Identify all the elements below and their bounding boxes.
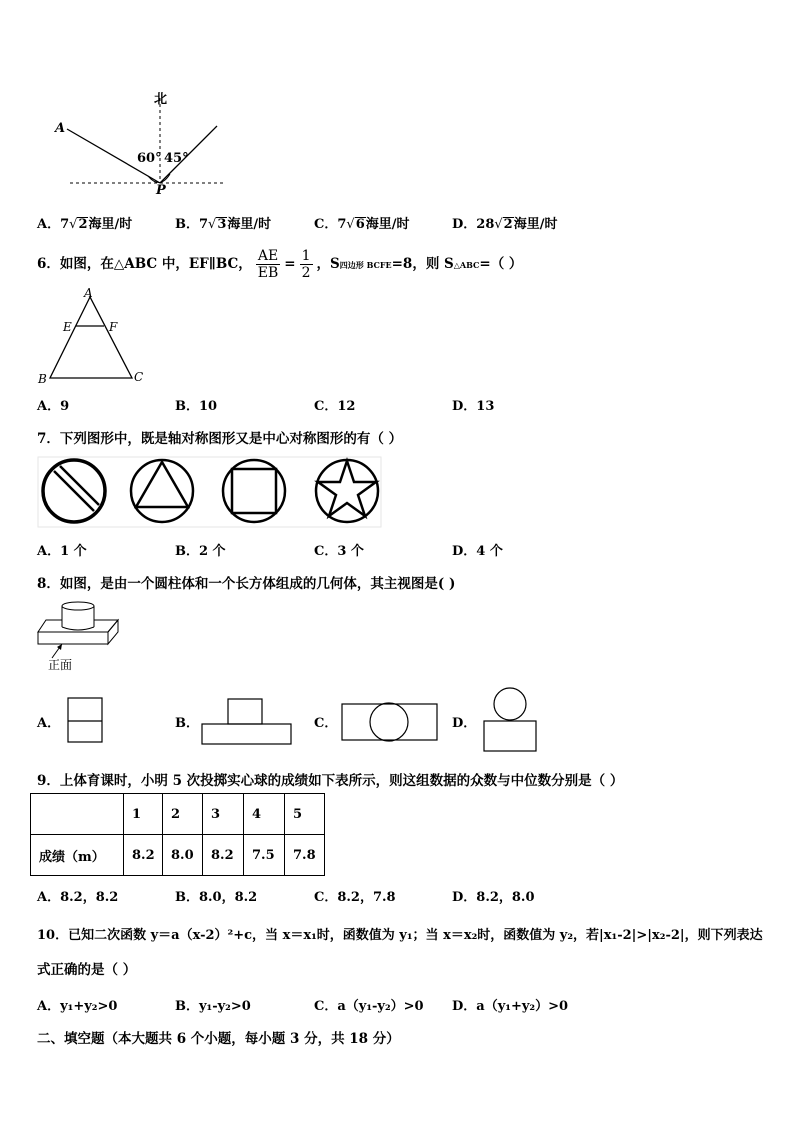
angle-45-label: 45° <box>164 151 189 166</box>
q10-option-c[interactable]: C．a（y₁-y₂）>0 <box>314 999 424 1014</box>
q8-option-c-view <box>340 700 440 745</box>
q7-stem: 7．下列图形中，既是轴对称图形又是中心对称图形的有（ ） <box>37 431 403 447</box>
half-fraction: $\frac{1}{2}$ <box>301 248 311 281</box>
q8-option-a-label[interactable]: A． <box>37 716 61 731</box>
q10-option-b[interactable]: B．y₁-y₂>0 <box>175 999 251 1014</box>
front-view-label: 正面 <box>48 658 73 672</box>
q5-option-a[interactable]: A．7√2海里/时 <box>37 217 133 232</box>
angle-60-label: 60° <box>137 151 162 166</box>
score-table <box>30 793 325 876</box>
q5-option-d[interactable]: D．28√2海里/时 <box>452 217 558 232</box>
q9-stem: 9．上体育课时，小明 5 次投掷实心球的成绩如下表所示，则这组数据的众数与中位数分别是（ ） <box>37 773 624 789</box>
q9-option-c[interactable]: C．8.2，7.8 <box>314 890 396 905</box>
table-row: 1 2 3 4 5 <box>31 794 325 835</box>
q8-option-c-label[interactable]: C． <box>314 716 338 731</box>
q5-option-b[interactable]: B．7√3海里/时 <box>175 217 272 232</box>
label-b: B <box>38 372 47 386</box>
symmetry-shapes-figure <box>37 456 382 528</box>
q7-option-a[interactable]: A．1 个 <box>37 544 87 559</box>
q9-option-b[interactable]: B．8.0，8.2 <box>175 890 258 905</box>
q10-option-d[interactable]: D．a（y₁+y₂）>0 <box>452 999 569 1014</box>
section-heading: 二、填空题（本大题共 6 个小题，每小题 3 分，共 18 分） <box>37 1031 400 1047</box>
north-label: 北 <box>154 92 168 107</box>
q8-option-d-view <box>482 686 542 754</box>
point-p-label: P <box>156 183 166 198</box>
q6-option-a[interactable]: A．9 <box>37 399 70 414</box>
q7-option-d[interactable]: D．4 个 <box>452 544 503 559</box>
q8-option-b-view <box>200 697 294 747</box>
label-e: E <box>63 320 72 334</box>
q8-option-b-label[interactable]: B． <box>175 716 199 731</box>
point-a-label: A <box>55 121 66 136</box>
q7-option-b[interactable]: B．2 个 <box>175 544 226 559</box>
table-row: 成绩（m） 8.2 8.0 8.2 7.5 7.8 <box>31 835 325 876</box>
q6-stem: 6．如图，在△ABC 中，EF∥BC， $\frac{AE}{EB}$ = $\frac{1}{2}$ ，S四边形 BCFE=8，则 S△ABC=（ ） <box>37 248 523 281</box>
label-a: A <box>84 286 93 300</box>
q5-option-c[interactable]: C．7√6海里/时 <box>314 217 410 232</box>
q8-stem: 8．如图，是由一个圆柱体和一个长方体组成的几何体，其主视图是( ) <box>37 576 456 592</box>
q6-option-b[interactable]: B．10 <box>175 399 218 414</box>
q6-option-d[interactable]: D．13 <box>452 399 495 414</box>
q6-option-c[interactable]: C．12 <box>314 399 356 414</box>
q9-option-d[interactable]: D．8.2，8.0 <box>452 890 535 905</box>
q8-option-a-view <box>66 696 106 746</box>
ratio-fraction: $\frac{AE}{EB}$ <box>257 248 279 281</box>
q10-option-a[interactable]: A．y₁+y₂>0 <box>37 999 118 1014</box>
q10-stem-line1: 10．已知二次函数 y＝a（x-2）²+c，当 x＝x₁时，函数值为 y₁；当 x＝x₂时，函数值为 y₂，若|x₁-2|>|x₂-2|，则下列表达 <box>37 928 763 943</box>
q7-option-c[interactable]: C．3 个 <box>314 544 364 559</box>
label-f: F <box>109 320 118 334</box>
q9-option-a[interactable]: A．8.2，8.2 <box>37 890 119 905</box>
q8-option-d-label[interactable]: D． <box>452 716 477 731</box>
direction-angle-figure <box>40 80 240 200</box>
cylinder-box-solid-figure <box>36 600 126 662</box>
label-c: C <box>134 370 144 384</box>
q10-stem-line2: 式正确的是（ ） <box>37 962 137 978</box>
